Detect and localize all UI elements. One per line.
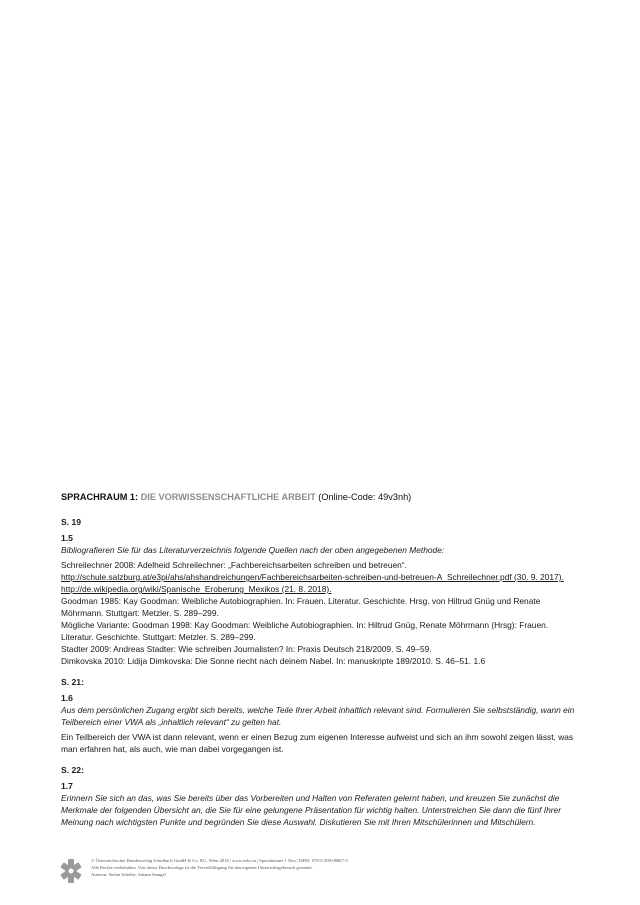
task-instruction: Erinnern Sie sich an das, was Sie bereits über das Vorbereiten und Halten von Referaten gelernt haben, und kreuzen Sie zunächst die Merkmale der folgenden Übersicht an, die Sie für eine gelungene Präsentation für wichtig halten. Unterstreichen Sie dann die fünf Ihrer Meinung nach wichtigsten Punkte und begründen Sie diese Auswahl. Diskutieren Sie mit Ihren Mitschülerinnen und Mitschülern.	[61, 793, 562, 827]
task-instruction: Aus dem persönlichen Zugang ergibt sich bereits, welche Teile Ihrer Arbeit inhaltlich relevant sind. Formulieren Sie selbstständig, wann ein Teilbereich einer VWA als „inhaltlich relevant“ zu gelten hat.	[61, 705, 575, 727]
page-reference: S. 19	[61, 517, 82, 527]
document-body	[61, 491, 581, 837]
source-link[interactable]: http://schule.salzburg.at/e3pi/ahs/ahshandreichungen/Fachbereichsarbeiten-schreiben-und-betreuen-A_Schreilechner.pdf (30. 9. 2017).	[61, 572, 564, 582]
source-link[interactable]: http://de.wikipedia.org/wiki/Spanische_Eroberung_Mexikos (21. 8. 2018).	[61, 584, 332, 594]
chapter-label: SPRACHRAUM 1:	[61, 492, 139, 502]
page-reference: S. 21:	[61, 677, 84, 687]
section-page-22	[61, 764, 581, 828]
source-entry: Stadter 2009: Andreas Stadter: Wie schreiben Journalisten? In: Praxis Deutsch 218/2009. S. 49–59.	[61, 644, 432, 654]
source-entry: Goodman 1985: Kay Goodman: Weibliche Autobiographien. In: Frauen. Literatur. Geschichte. Hrsg. von Hiltrud Gnüg und Renate Möhrmann. Stuttgart: Metzler. S. 289–299.	[61, 596, 541, 618]
answer-text: Ein Teilbereich der VWA ist dann relevant, wenn er einen Bezug zum eigenen Interesse aufweist und sich an ihm sowohl zeigen lässt, was man erfahren hat, als auch, wie man dabei vorgegangen ist.	[61, 732, 574, 754]
online-code: (Online-Code: 49v3nh)	[318, 492, 412, 502]
source-text: Schreilechner 2008: Adelheid Schreilechner: „Fachbereichsarbeiten schreiben und betreuen“.	[61, 560, 407, 570]
footer-text	[91, 857, 348, 878]
chapter-title: DIE VORWISSENSCHAFTLICHE ARBEIT	[140, 492, 316, 502]
task-number: 1.7	[61, 781, 73, 791]
task-number: 1.6	[61, 693, 73, 703]
source-entry: Dimkovska 2010: Lidija Dimkovska: Die Sonne riecht nach deinem Nabel. In: manuskripte 189/2010. S. 46–51. 1.6	[61, 656, 486, 666]
task-number: 1.5	[61, 533, 73, 543]
source-entry	[61, 559, 581, 595]
page-reference: S. 22:	[61, 765, 84, 775]
section-page-21	[61, 676, 581, 755]
task-instruction: Bibliografieren Sie für das Literaturverzeichnis folgende Quellen nach der oben angegebenen Methode:	[61, 545, 445, 555]
publisher-logo-icon	[60, 859, 82, 883]
rights-line: Alle Rechte vorbehalten. Von dieser Druckvorlage ist die Vervielfältigung für den eigenen Unterrichtsgebrauch gestattet.	[91, 865, 313, 870]
section-page-19	[61, 516, 581, 667]
chapter-heading	[61, 491, 581, 503]
authors-line: Autoren: Stefan Schäfer; Johann Stangel	[91, 872, 166, 877]
source-entry: Mögliche Variante: Goodman 1998: Kay Goodman: Weibliche Autobiographien. In: Hiltrud Gnüg, Renate Möhrmann (Hrsg): Frauen. Literatur. Geschichte. Stuttgart: Metzler. S. 289–299.	[61, 620, 549, 642]
page-footer	[60, 857, 580, 887]
copyright-line: © Österreichischer Bundesverlag Schulbuch GmbH & Co. KG, Wien 2018 | www.oebv.at | Sprachräume 1 Neu | ISBN: 978-3-209-08867-3	[91, 858, 348, 863]
